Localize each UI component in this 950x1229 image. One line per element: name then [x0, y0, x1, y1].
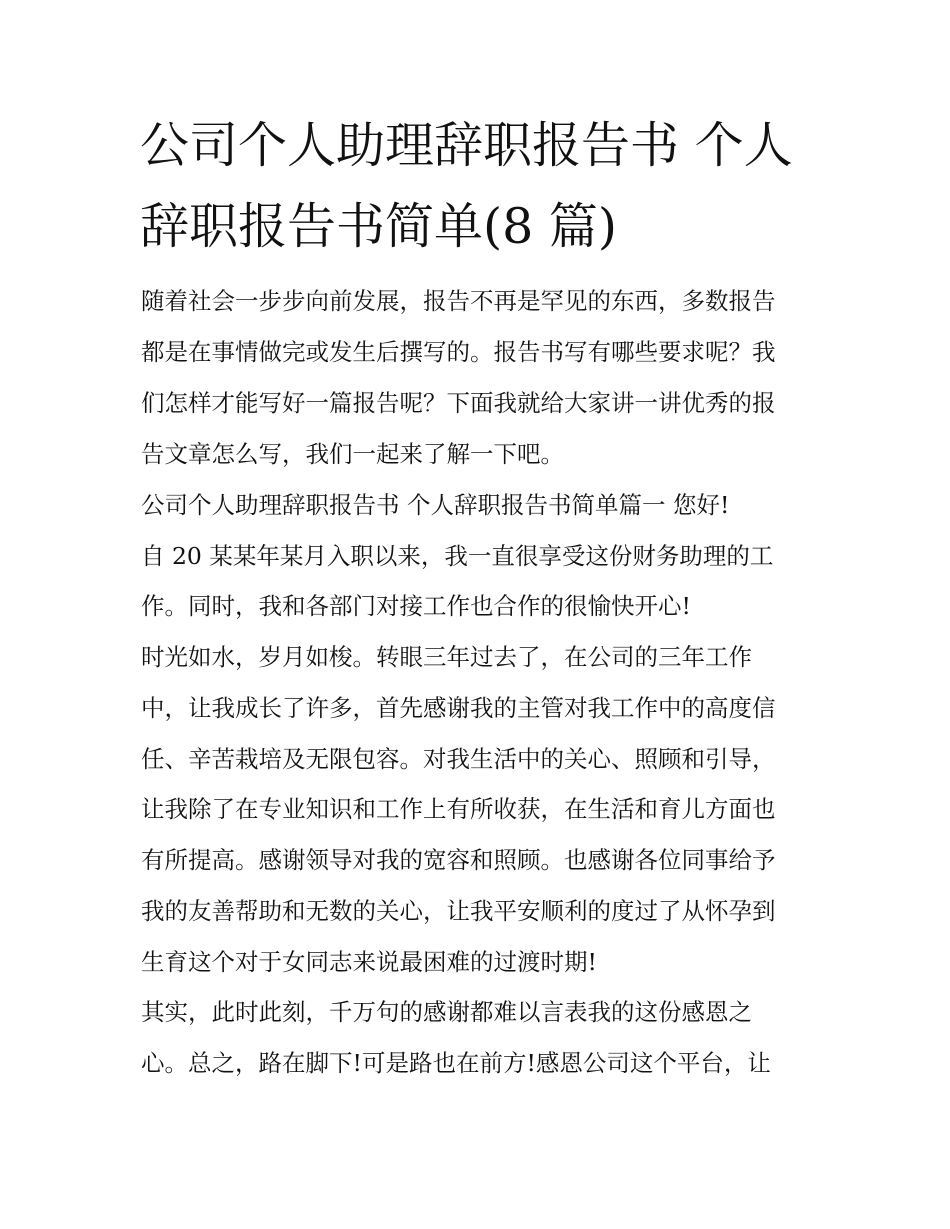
body-line: 都是在事情做完或发生后撰写的。报告书写有哪些要求呢？我 [141, 338, 776, 366]
body-line: 自 20 某某年某月入职以来，我一直很享受这份财务助理的工 [141, 542, 774, 570]
body-line: 其实，此时此刻，千万句的感谢都难以言表我的这份感恩之 [141, 998, 752, 1026]
body-line: 任、辛苦栽培及无限包容。对我生活中的关心、照顾和引导， [141, 745, 776, 773]
body-line: 心。总之，路在脚下!可是路也在前方!感恩公司这个平台，让 [141, 1049, 771, 1077]
body-line: 我的友善帮助和无数的关心，让我平安顺利的度过了从怀孕到 [141, 897, 776, 925]
body-line: 有所提高。感谢领导对我的宽容和照顾。也感谢各位同事给予 [141, 846, 776, 874]
body-line: 时光如水，岁月如梭。转眼三年过去了，在公司的三年工作 [141, 643, 752, 671]
body-line: 随着社会一步步向前发展，报告不再是罕见的东西，多数报告 [141, 287, 776, 315]
body-line: 中，让我成长了许多，首先感谢我的主管对我工作中的高度信 [141, 694, 776, 722]
body-line: 公司个人助理辞职报告书 个人辞职报告书简单篇一 您好! [141, 491, 730, 519]
document-title-line-2: 辞职报告书简单(8 篇) [140, 198, 617, 255]
body-line: 让我除了在专业知识和工作上有所收获，在生活和育儿方面也 [141, 795, 776, 823]
body-line: 作。同时，我和各部门对接工作也合作的很愉快开心! [141, 592, 691, 620]
document-title-line-1: 公司个人助理辞职报告书 个人 [140, 117, 793, 174]
body-line: 们怎样才能写好一篇报告呢？下面我就给大家讲一讲优秀的报 [141, 389, 776, 417]
body-line: 告文章怎么写，我们一起来了解一下吧。 [141, 440, 564, 468]
body-line: 生育这个对于女同志来说最困难的过渡时期! [141, 948, 597, 976]
